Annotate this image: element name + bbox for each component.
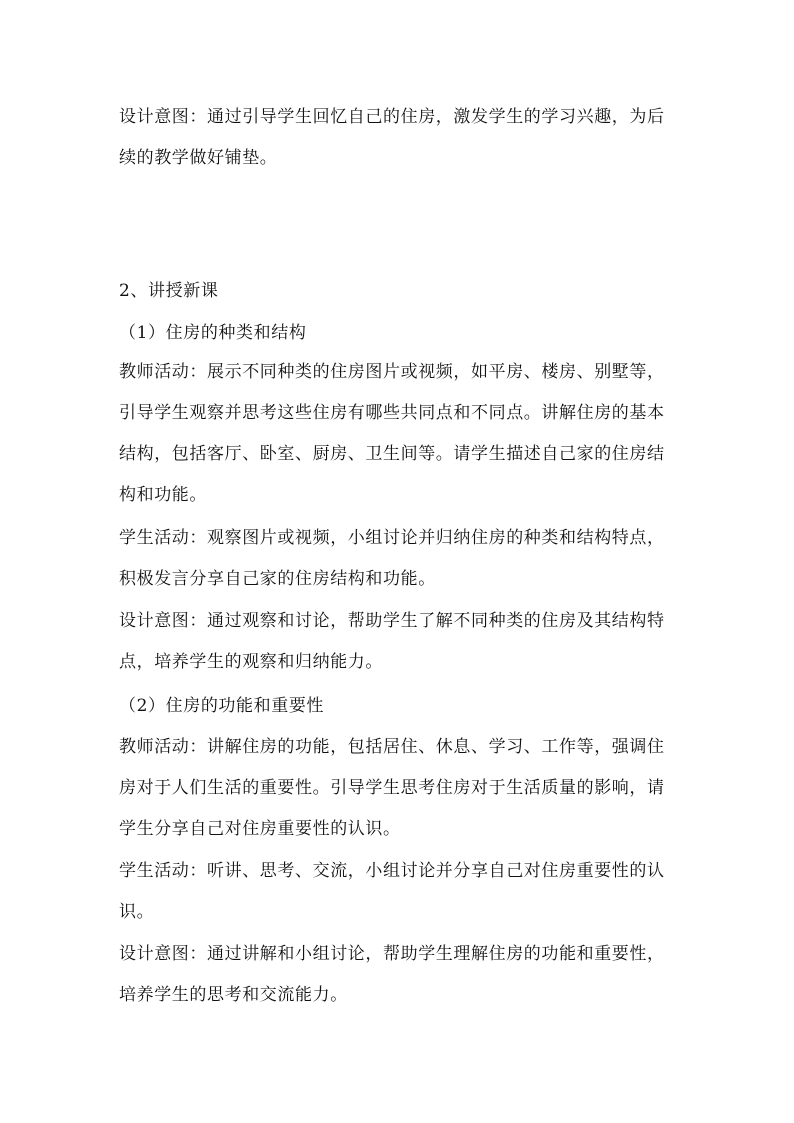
- subsection-1-student-activity: 学生活动：观察图片或视频，小组讨论并归纳住房的种类和结构特点，积极发言分享自己家的住房结构和功能。: [119, 528, 665, 589]
- subsection-2-teacher-activity: 教师活动：讲解住房的功能，包括居住、休息、学习、工作等，强调住房对于人们生活的重要性。引导学生思考住房对于生活质量的影响，请学生分享自己对住房重要性的认识。: [119, 737, 665, 839]
- subsection-2-student-activity: 学生活动：听讲、思考、交流，小组讨论并分享自己对住房重要性的认识。: [119, 861, 665, 922]
- subsection-1-teacher-activity: 教师活动：展示不同种类的住房图片或视频，如平房、楼房、别墅等，引导学生观察并思考这些住房有哪些共同点和不同点。讲解住房的基本结构，包括客厅、卧室、厨房、卫生间等。请学生描述自己家的住房结构和功能。: [119, 362, 665, 505]
- intro-design-intent: 设计意图：通过引导学生回忆自己的住房，激发学生的学习兴趣，为后续的教学做好铺垫。: [119, 107, 665, 168]
- subsection-2-design-intent: 设计意图：通过讲解和小组讨论，帮助学生理解住房的功能和重要性，培养学生的思考和交流能力。: [119, 944, 665, 1005]
- subsection-1-heading: （1）住房的种类和结构: [119, 323, 307, 343]
- subsection-1-design-intent: 设计意图：通过观察和讨论，帮助学生了解不同种类的住房及其结构特点，培养学生的观察和归纳能力。: [119, 611, 665, 672]
- subsection-2-heading: （2）住房的功能和重要性: [119, 696, 325, 716]
- section-2-heading: 2、讲授新课: [119, 281, 219, 301]
